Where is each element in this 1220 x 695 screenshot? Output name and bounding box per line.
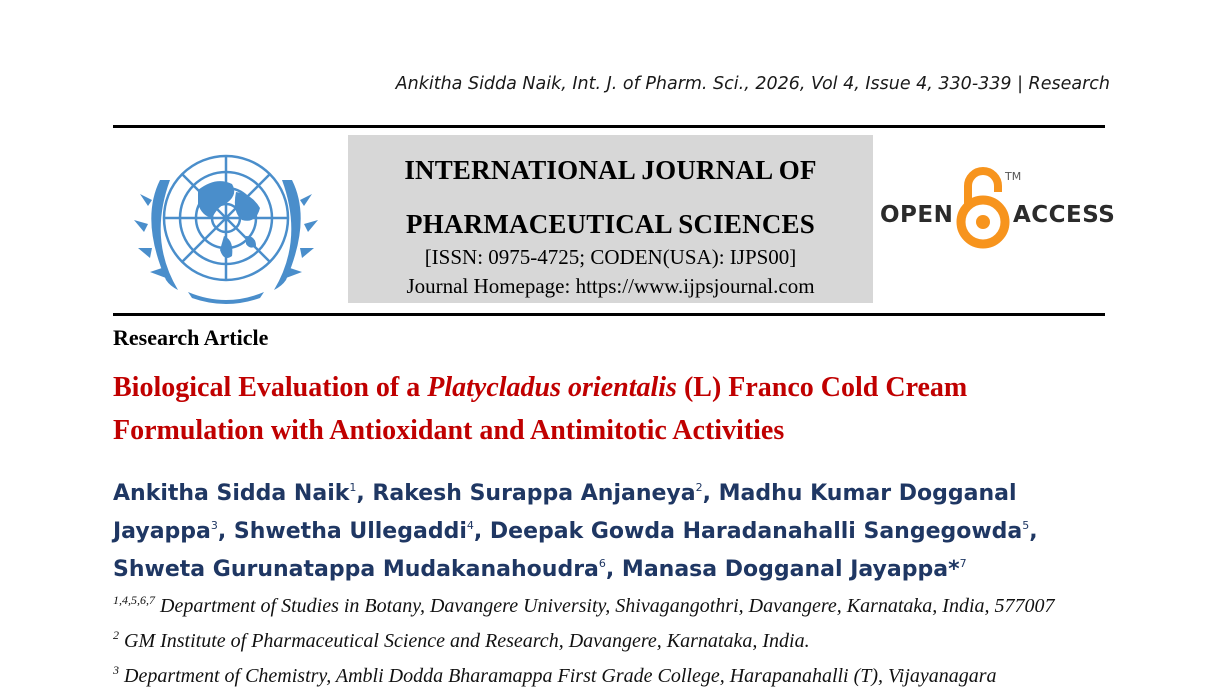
author: Shweta Gurunatappa Mudakanahoudra$^6$,	[113, 557, 622, 582]
running-head: Ankitha Sidda Naik, Int. J. of Pharm. Sci., 2026, Vol 4, Issue 4, 330-339 | Research	[395, 74, 1110, 94]
article-type: Research Article	[113, 325, 269, 350]
paper-title-part1: Biological Evaluation of a	[113, 372, 428, 403]
open-access-badge	[880, 166, 1116, 250]
affiliation: $^{1,4,5,6,7}$ Department of Studies in Botany, Davangere University, Shivagangothri, Davangere, Karnataka, India, 577007	[113, 593, 1055, 617]
journal-homepage-link[interactable]: Journal Homepage: https://www.ijpsjournal.com	[406, 274, 815, 298]
author: Madhu Kumar Dogganal Jayappa$^3$,	[113, 481, 1017, 544]
affiliation: $^2$ GM Institute of Pharmaceutical Science and Research, Davangere, Karnataka, India.	[113, 628, 810, 652]
open-lock-icon	[954, 166, 1012, 250]
author: Ankitha Sidda Naik$^1$,	[113, 481, 373, 506]
paper-title	[113, 366, 1113, 452]
affiliation: $^3$ Department of Chemistry, Ambli Dodda Bharamappa First Grade College, Harapanahalli (T), Vijayanagara	[113, 663, 997, 687]
author-list	[113, 472, 1073, 586]
affiliation-list	[113, 586, 1103, 691]
trademark-mark: TM	[1005, 170, 1022, 183]
author: Shwetha Ullegaddi$^4$,	[233, 519, 490, 544]
journal-title-line2: PHARMACEUTICAL SCIENCES	[406, 209, 815, 239]
author: Rakesh Surappa Anjaneya$^2$,	[372, 481, 719, 506]
journal-title-line1: INTERNATIONAL JOURNAL OF	[404, 155, 817, 185]
journal-issn: [ISSN: 0975-4725; CODEN(USA): IJPS00]	[424, 245, 797, 269]
un-emblem-icon	[128, 140, 324, 304]
header-rule-bottom	[113, 313, 1105, 316]
header-rule-top	[113, 125, 1105, 128]
open-access-open-label: OPEN	[880, 202, 954, 228]
author: Manasa Dogganal Jayappa*$^7$	[621, 557, 967, 582]
journal-banner	[348, 135, 873, 303]
paper-title-part2: (L) Franco Cold Cream Formulation with Antioxidant and Antimitotic Activities	[113, 372, 968, 446]
paper-title-species: Platycladus orientalis	[427, 372, 677, 403]
author: Deepak Gowda Haradanahalli Sangegowda$^5$,	[489, 519, 1038, 544]
open-access-access-label: ACCESS	[1013, 202, 1116, 228]
